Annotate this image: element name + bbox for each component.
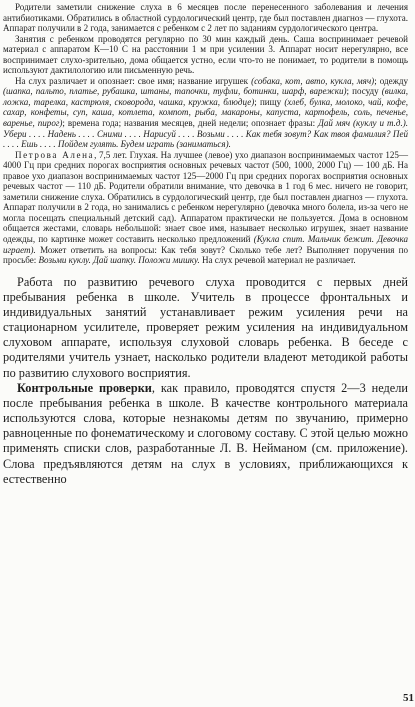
paragraph	[3, 150, 408, 266]
case-name: Петрова Алена	[15, 149, 95, 160]
paragraph: Родители заметили снижение слуха в 6 месяцев после перенесенного заболевания и лечения антибиотиками. Обратились в областной сурдологический центр, где был поставлен диагноз — глухота. Аппарат получили в 2 года, занимается с ребенком с 2 лет по заданиям сурдологического центра.	[3, 2, 408, 34]
text-run: ; времена года; названия месяцев, дней недели; опознает фразы:	[62, 118, 319, 129]
italic-run: Дай мяч (куклу и т.д.). Убери . . . . Надень . . . . Сними . . . . Нарисуй . . . . Возьми . . . . Как тебя зовут? Как твоя фамилия? Пей . . . . Ешь . . . . Пойдем гулять. Будем играть (заниматься).	[3, 118, 408, 150]
paragraph: Работа по развитию речевого слуха проводится с первых дней пребывания ребенка в школе. Учитель в процессе фронтальных и индивидуальных занятий устанавливает режим усиления речи на стационарном усилителе, проверяет режим усиления на индивидуальном слуховом аппарате, используя слуховой словарь ребенка. В беседе с родителями учитель узнает, насколько родители владеют методикой работы по развитию слухового восприятия.	[3, 274, 408, 380]
paragraph	[3, 381, 408, 487]
case-descriptions	[3, 2, 408, 266]
bold-term: Контрольные проверки	[17, 380, 152, 395]
text-run: , как правило, проводятся спустя 2—3 недели после пребывания ребенка в школе. В качестве контрольного материала используются слова, которые незнакомы детям по звучанию, примерно равноценные по фонематическому и слоговому составу. С этой целью можно применять списки слов, разработанные Л. В. Нейманом (см. приложение). Слова предъявляются детям на слух в условиях, приближающихся к естественно	[3, 380, 408, 486]
paragraph	[3, 76, 408, 150]
text-run: ; пищу	[254, 96, 285, 107]
text-run: , 7,5 лет. Глухая. На лучшее (левое) ухо диапазон воспринимаемых частот 125—4000 Гц при средних порогах восприятия основных речевых частот (500, 1000, 2000 Гц) — 100 дБ. На правое ухо диапазон воспринимаемых частот 125—2000 Гц при средних порогах восприятия основных речевых частот — 110 дБ. Родители обратили внимание, что девочка в 1 год 6 мес. ничего не говорит, заметили снижение слуха. Обратились в сурдологический центр, где был поставлен диагноз — глухота. Аппарат получили в 2 года, но занимались с ребенком нерегулярно (девочка много болела, из-за чего не могла посещать специальный детский сад). Аппаратом практически не пользуется. Дома в основном общается жестами, словарь небольшой: знает свое имя, называет несколько игрушек, знает название одежды, по картинке может составить несколько предложений	[3, 149, 408, 245]
text-run: ; посуду	[346, 86, 382, 97]
text-run: Может ответить на вопросы: Как тебя зовут? Сколько тебе лет? Выполняет поручения по просьбе:	[3, 244, 408, 266]
page	[3, 2, 408, 487]
italic-run: (вилка, ложка, тарелка, кастрюля, сковорода, чашка, кружка, блюдце)	[3, 86, 408, 107]
main-text	[3, 275, 408, 487]
italic-run: (собака, кот, авто, кукла, мяч)	[251, 75, 375, 86]
italic-run: (шапка, пальто, платье, рубашка, штаны, тапочки, туфли, ботинки, шарф, варежки)	[3, 86, 347, 97]
italic-run: Возьми куклу. Дай шапку. Положи мишку.	[38, 255, 200, 266]
italic-run: (хлеб, булка, молоко, чай, кофе, сахар, конфеты, суп, каша, котлета, компот, рыба, макароны, капуста, картофель, соль, печенье, варенье, пирог)	[3, 96, 408, 129]
italic-run: (Кукла спит. Мальчик бежит. Девочка играет).	[3, 234, 408, 255]
page-number: 51	[403, 692, 414, 704]
text-run: ; одежду	[374, 75, 408, 86]
text-run: На слух различает и опознает: свое имя; название игрушек	[15, 75, 252, 86]
paragraph: Занятия с ребенком проводятся регулярно по 30 мин каждый день. Саша воспринимает речевой материал с аппаратом К—10 С на расстоянии 1 м при усилении 3. Аппарат носит нерегулярно, все воспринимает слухо-зрительно, дома общается устно, если что-то не понимает, то родители в помощь используют дактилологию или письменную речь.	[3, 33, 408, 76]
text-run: На слух речевой материал не различает.	[199, 255, 356, 266]
